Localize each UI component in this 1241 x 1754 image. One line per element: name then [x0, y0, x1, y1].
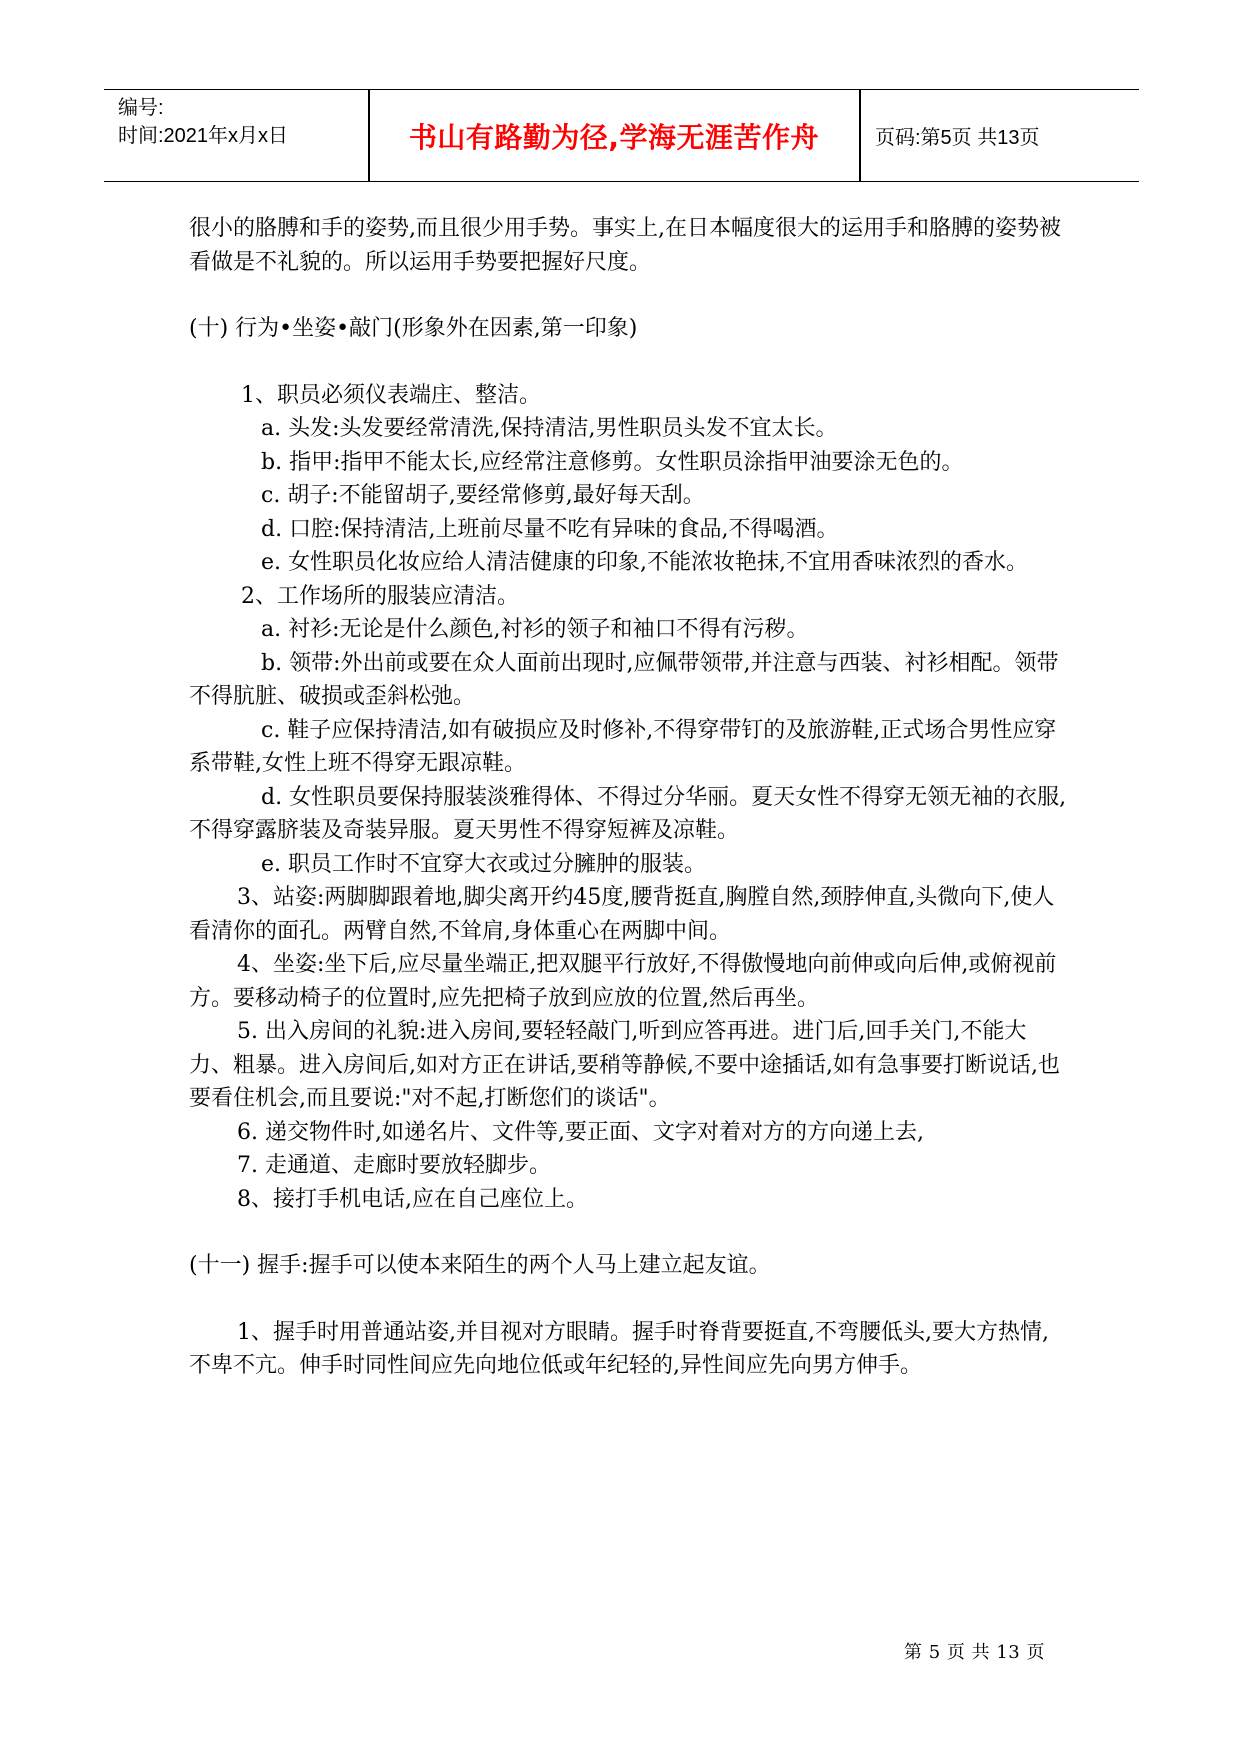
- page-header: [104, 89, 1139, 182]
- list-item: c. 胡子:不能留胡子,要经常修剪,最好每天刮。: [261, 483, 705, 508]
- list-item: b. 指甲:指甲不能太长,应经常注意修剪。女性职员涂指甲油要涂无色的。: [261, 449, 964, 475]
- list-item: 4、坐姿:坐下后,应尽量坐端正,把双腿平行放好,不得傲慢地向前伸或向后伸,或俯视前方。要移动椅子的位置时,应先把椅子放到应放的位置,然后再坐。: [189, 952, 1057, 1011]
- list-item: 8、接打手机电话,应在自己座位上。: [237, 1186, 588, 1212]
- section-heading: (十一) 握手:握手可以使本来陌生的两个人马上建立起友谊。: [189, 1253, 771, 1278]
- list-item: c. 鞋子应保持清洁,如有破损应及时修补,不得穿带钉的及旅游鞋,正式场合男性应穿系带鞋,女性上班不得穿无跟凉鞋。: [189, 717, 1057, 776]
- list-item: 5. 出入房间的礼貌:进入房间,要轻轻敲门,听到应答再进。进门后,回手关门,不能大力、粗暴。进入房间后,如对方正在讲话,要稍等静候,不要中途插话,如有急事要打断说话,也要看住机会,而且要说:"对不起,打断您们的谈话"。: [189, 1019, 1060, 1111]
- list-item: d. 口腔:保持清洁,上班前尽量不吃有异味的食品,不得喝酒。: [261, 516, 839, 542]
- paragraph: 很小的胳膊和手的姿势,而且很少用手势。事实上,在日本幅度很大的运用手和胳膊的姿势被看做是不礼貌的。所以运用手势要把握好尺度。: [189, 216, 1061, 275]
- time-label: 时间:2021年x月x日: [118, 125, 289, 147]
- list-item: a. 衬衫:无论是什么颜色,衬衫的领子和袖口不得有污秽。: [261, 617, 809, 642]
- list-item: d. 女性职员要保持服装淡雅得体、不得过分华丽。夏天女性不得穿无领无袖的衣服,不得穿露脐装及奇装异服。夏天男性不得穿短裤及凉鞋。: [189, 784, 1067, 843]
- serial-number-label: 编号:: [118, 97, 164, 119]
- header-meta: [118, 94, 288, 150]
- header-divider-right: [859, 90, 861, 181]
- list-item: 1、握手时用普通站姿,并目视对方眼睛。握手时脊背要挺直,不弯腰低头,要大方热情,不卑不亢。伸手时同性间应先向地位低或年纪轻的,异性间应先向男方伸手。: [189, 1319, 1049, 1378]
- list-item: 1、职员必须仪表端庄、整洁。: [241, 382, 541, 408]
- list-item: e. 职员工作时不宜穿大衣或过分臃肿的服装。: [261, 851, 707, 877]
- header-page-number: 页码:第5页 共13页: [875, 127, 1040, 149]
- list-item: b. 领带:外出前或要在众人面前出现时,应佩带领带,并注意与西装、衬衫相配。领带不得肮脏、破损或歪斜松弛。: [189, 650, 1059, 709]
- page-footer: 第 5 页 共 13 页: [904, 1642, 1045, 1663]
- list-item: 3、站姿:两脚脚跟着地,脚尖离开约45度,腰背挺直,胸膛自然,颈脖伸直,头微向下,使人看清你的面孔。两臂自然,不耸肩,身体重心在两脚中间。: [189, 885, 1055, 944]
- list-item: 7. 走通道、走廊时要放轻脚步。: [237, 1153, 551, 1178]
- list-item: e. 女性职员化妆应给人清洁健康的印象,不能浓妆艳抹,不宜用香味浓烈的香水。: [261, 550, 1028, 575]
- list-item: 6. 递交物件时,如递名片、文件等,要正面、文字对着对方的方向递上去,: [237, 1119, 924, 1145]
- list-item: 2、工作场所的服装应清洁。: [241, 583, 519, 609]
- section-heading: (十) 行为•坐姿•敲门(形象外在因素,第一印象): [189, 316, 638, 341]
- document-body: [189, 212, 1069, 1383]
- header-motto: 书山有路勤为径,学海无涯苦作舟: [408, 120, 820, 154]
- list-item: a. 头发:头发要经常清洗,保持清洁,男性职员头发不宜太长。: [261, 416, 838, 441]
